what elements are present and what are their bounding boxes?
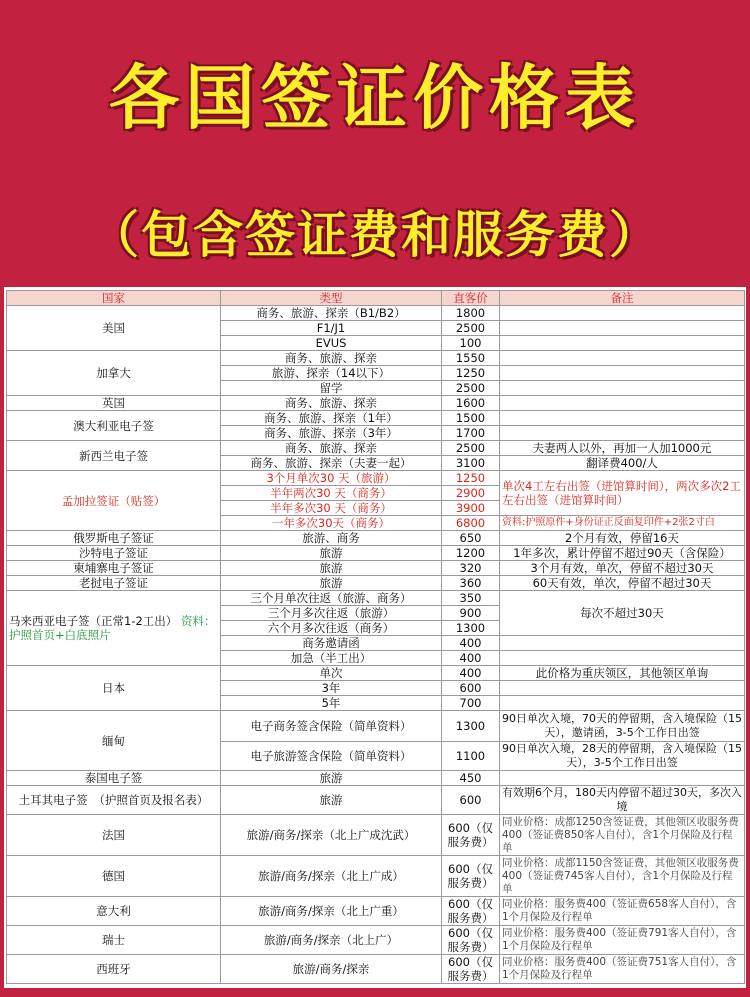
country-cell: 澳大利亚电子签 — [7, 411, 221, 441]
country-cell: 加拿大 — [7, 351, 221, 396]
price-cell: 400 — [442, 636, 500, 651]
note-cell — [500, 426, 745, 441]
price-cell: 600 — [442, 786, 500, 815]
table-row — [7, 591, 745, 606]
price-cell: 1100 — [442, 742, 500, 771]
note-cell: 同业价格：服务费400（签证费791客人自付），含1个月保险及行程单 — [500, 926, 745, 955]
price-cell: 450 — [442, 771, 500, 786]
price-cell: 2500 — [442, 381, 500, 396]
price-cell: 2500 — [442, 321, 500, 336]
type-cell: 半年多次30 天（商务） — [221, 501, 442, 516]
note-cell — [500, 336, 745, 351]
table-row — [7, 666, 745, 681]
price-cell: 400 — [442, 651, 500, 666]
type-cell: 半年两次30 天（商务） — [221, 486, 442, 501]
type-cell: 旅游 — [221, 546, 442, 561]
price-cell: 1200 — [442, 546, 500, 561]
type-cell: 旅游/商务/探亲（北上广） — [221, 926, 442, 955]
note-cell — [500, 771, 745, 786]
table-row — [7, 396, 745, 411]
type-cell: 商务、旅游、探亲 — [221, 396, 442, 411]
country-cell: 俄罗斯电子签证 — [7, 531, 221, 546]
price-cell: 1300 — [442, 711, 500, 742]
price-cell: 1700 — [442, 426, 500, 441]
type-cell: 旅游 — [221, 561, 442, 576]
note-cell — [500, 651, 745, 666]
price-cell: 1500 — [442, 411, 500, 426]
type-cell: 单次 — [221, 666, 442, 681]
type-cell: 3个月单次30 天（旅游） — [221, 471, 442, 486]
type-cell: 商务、旅游、探亲（3年） — [221, 426, 442, 441]
note-cell — [500, 681, 745, 696]
table-row — [7, 576, 745, 591]
country-cell: 缅甸 — [7, 711, 221, 771]
country-cell: 土耳其电子签 （护照首页及报名表） — [7, 786, 221, 815]
type-cell: 旅游/商务/探亲（北上广成） — [221, 856, 442, 897]
note-cell: 同业价格：成都1150含签证费，其他领区收服务费400（签证费745客人自付），含1个月保险及行程单 — [500, 856, 745, 897]
price-cell: 360 — [442, 576, 500, 591]
note-cell — [500, 411, 745, 426]
note-cell — [500, 321, 745, 336]
price-cell: 350 — [442, 591, 500, 606]
table-row — [7, 441, 745, 456]
type-cell: 一年多次30天（商务） — [221, 516, 442, 531]
type-cell: 六个月多次往返（商务） — [221, 621, 442, 636]
table-row — [7, 926, 745, 955]
note-cell — [500, 636, 745, 651]
type-cell: 5年 — [221, 696, 442, 711]
type-cell: 三个月单次往返（旅游、商务） — [221, 591, 442, 606]
materials-text: 护照首页+白底照片 — [9, 628, 111, 642]
table-row — [7, 711, 745, 742]
note-cell: 单次4工左右出签（进馆算时间），两次多次2工左右出签（进馆算时间） — [500, 471, 745, 516]
type-cell: 3年 — [221, 681, 442, 696]
header-type: 类型 — [221, 291, 442, 306]
price-cell: 1600 — [442, 396, 500, 411]
materials-label: 资料： — [180, 614, 216, 628]
note-cell: 资料:护照原件+身份证正反面复印件+2张2寸白 — [500, 516, 745, 531]
banner — [0, 0, 750, 283]
country-cell: 沙特电子签证 — [7, 546, 221, 561]
type-cell: 旅游 — [221, 771, 442, 786]
price-cell: 600 — [442, 681, 500, 696]
type-cell: 电子旅游签含保险（简单资料） — [221, 742, 442, 771]
country-cell: 老挝电子签证 — [7, 576, 221, 591]
header-price: 直客价 — [442, 291, 500, 306]
type-cell: 留学 — [221, 381, 442, 396]
price-cell: 600（仅服务费） — [442, 815, 500, 856]
country-cell: 西班牙 — [7, 955, 221, 984]
note-cell — [500, 366, 745, 381]
table-row — [7, 471, 745, 486]
price-cell: 650 — [442, 531, 500, 546]
type-cell: 三个月多次往返（旅游） — [221, 606, 442, 621]
note-cell: 此价格为重庆领区，其他领区单询 — [500, 666, 745, 681]
note-cell — [500, 696, 745, 711]
table-row — [7, 531, 745, 546]
note-cell: 同业价格：服务费400（签证费658客人自付），含1个月保险及行程单 — [500, 897, 745, 926]
note-cell: 有效期6个月，180天内停留不超过30天，多次入境 — [500, 786, 745, 815]
type-cell: 电子商务签含保险（简单资料） — [221, 711, 442, 742]
country-cell: 法国 — [7, 815, 221, 856]
price-cell: 600（仅服务费） — [442, 856, 500, 897]
price-cell: 1250 — [442, 366, 500, 381]
country-cell: 日本 — [7, 666, 221, 711]
type-cell: 商务、旅游、探亲 — [221, 441, 442, 456]
type-cell: 旅游/商务/探亲（北上广重） — [221, 897, 442, 926]
header-note: 备注 — [500, 291, 745, 306]
country-cell: 英国 — [7, 396, 221, 411]
table-row — [7, 786, 745, 815]
country-cell: 新西兰电子签 — [7, 441, 221, 471]
country-cell: 孟加拉签证（贴签） — [7, 471, 221, 531]
type-cell: 商务、旅游、探亲（1年） — [221, 411, 442, 426]
country-cell: 柬埔寨电子签证 — [7, 561, 221, 576]
price-cell: 100 — [442, 336, 500, 351]
country-cell — [7, 591, 221, 666]
table-row — [7, 351, 745, 366]
type-cell: 商务、旅游、探亲（B1/B2） — [221, 306, 442, 321]
type-cell: 商务、旅游、探亲 — [221, 351, 442, 366]
price-cell: 400 — [442, 666, 500, 681]
country-cell: 泰国电子签 — [7, 771, 221, 786]
price-cell: 2900 — [442, 486, 500, 501]
note-cell — [500, 351, 745, 366]
price-cell: 1300 — [442, 621, 500, 636]
type-cell: 旅游/商务/探亲（北上广成沈武） — [221, 815, 442, 856]
page-title: 各国签证价格表 — [109, 57, 641, 139]
table-row — [7, 955, 745, 984]
country-label: 马来西亚电子签（正常1-2工出） — [9, 614, 178, 628]
price-cell: 6800 — [442, 516, 500, 531]
price-cell: 3100 — [442, 456, 500, 471]
note-cell: 3个月有效，单次，停留不超过30天 — [500, 561, 745, 576]
page-subtitle: （包含签证费和服务费） — [89, 206, 661, 264]
note-cell: 同业价格：服务费400（签证费751客人自付），含1个月保险及行程单 — [500, 955, 745, 984]
type-cell: 旅游 — [221, 576, 442, 591]
note-cell: 90日单次入境，28天的停留期，含入境保险（15天），3-5个工作日出签 — [500, 742, 745, 771]
note-cell — [500, 396, 745, 411]
note-cell: 每次不超过30天 — [500, 591, 745, 636]
table-row — [7, 546, 745, 561]
country-cell: 意大利 — [7, 897, 221, 926]
type-cell: 旅游 — [221, 786, 442, 815]
note-cell — [500, 306, 745, 321]
note-cell — [500, 381, 745, 396]
price-cell: 600（仅服务费） — [442, 897, 500, 926]
price-cell: 900 — [442, 606, 500, 621]
note-cell: 夫妻两人以外，再加一人加1000元 — [500, 441, 745, 456]
price-cell: 600（仅服务费） — [442, 926, 500, 955]
country-cell: 德国 — [7, 856, 221, 897]
country-cell: 美国 — [7, 306, 221, 351]
price-cell: 1250 — [442, 471, 500, 486]
type-cell: EVUS — [221, 336, 442, 351]
type-cell: 商务、旅游、探亲（夫妻一起） — [221, 456, 442, 471]
table-row — [7, 411, 745, 426]
note-cell: 同业价格：成都1250含签证费，其他领区收服务费400（签证费850客人自付），含1个月保险及行程单 — [500, 815, 745, 856]
table-row — [7, 897, 745, 926]
price-cell: 320 — [442, 561, 500, 576]
type-cell: 加急（半工出） — [221, 651, 442, 666]
note-cell: 翻译费400/人 — [500, 456, 745, 471]
price-cell: 1550 — [442, 351, 500, 366]
note-cell: 90日单次入境，70天的停留期，含入境保险（15天），邀请函，3-5个工作日出签 — [500, 711, 745, 742]
price-cell: 1800 — [442, 306, 500, 321]
note-cell: 1年多次，累计停留不超过90天（含保险） — [500, 546, 745, 561]
type-cell: 旅游、探亲（14以下） — [221, 366, 442, 381]
header-country: 国家 — [7, 291, 221, 306]
type-cell: 旅游、商务 — [221, 531, 442, 546]
price-cell: 600（仅服务费） — [442, 955, 500, 984]
table-row — [7, 306, 745, 321]
price-cell: 2500 — [442, 441, 500, 456]
table-row — [7, 815, 745, 856]
table-row — [7, 561, 745, 576]
price-cell: 3900 — [442, 501, 500, 516]
type-cell: 旅游/商务/探亲 — [221, 955, 442, 984]
type-cell: 商务邀请函 — [221, 636, 442, 651]
type-cell: F1/J1 — [221, 321, 442, 336]
bottom-band — [0, 988, 750, 997]
note-cell: 2个月有效，停留16天 — [500, 531, 745, 546]
note-cell: 60天有效，单次，停留不超过30天 — [500, 576, 745, 591]
table-header-row — [7, 291, 745, 306]
visa-price-table — [6, 290, 745, 984]
table-row — [7, 856, 745, 897]
country-cell: 瑞士 — [7, 926, 221, 955]
price-cell: 700 — [442, 696, 500, 711]
table-row — [7, 771, 745, 786]
